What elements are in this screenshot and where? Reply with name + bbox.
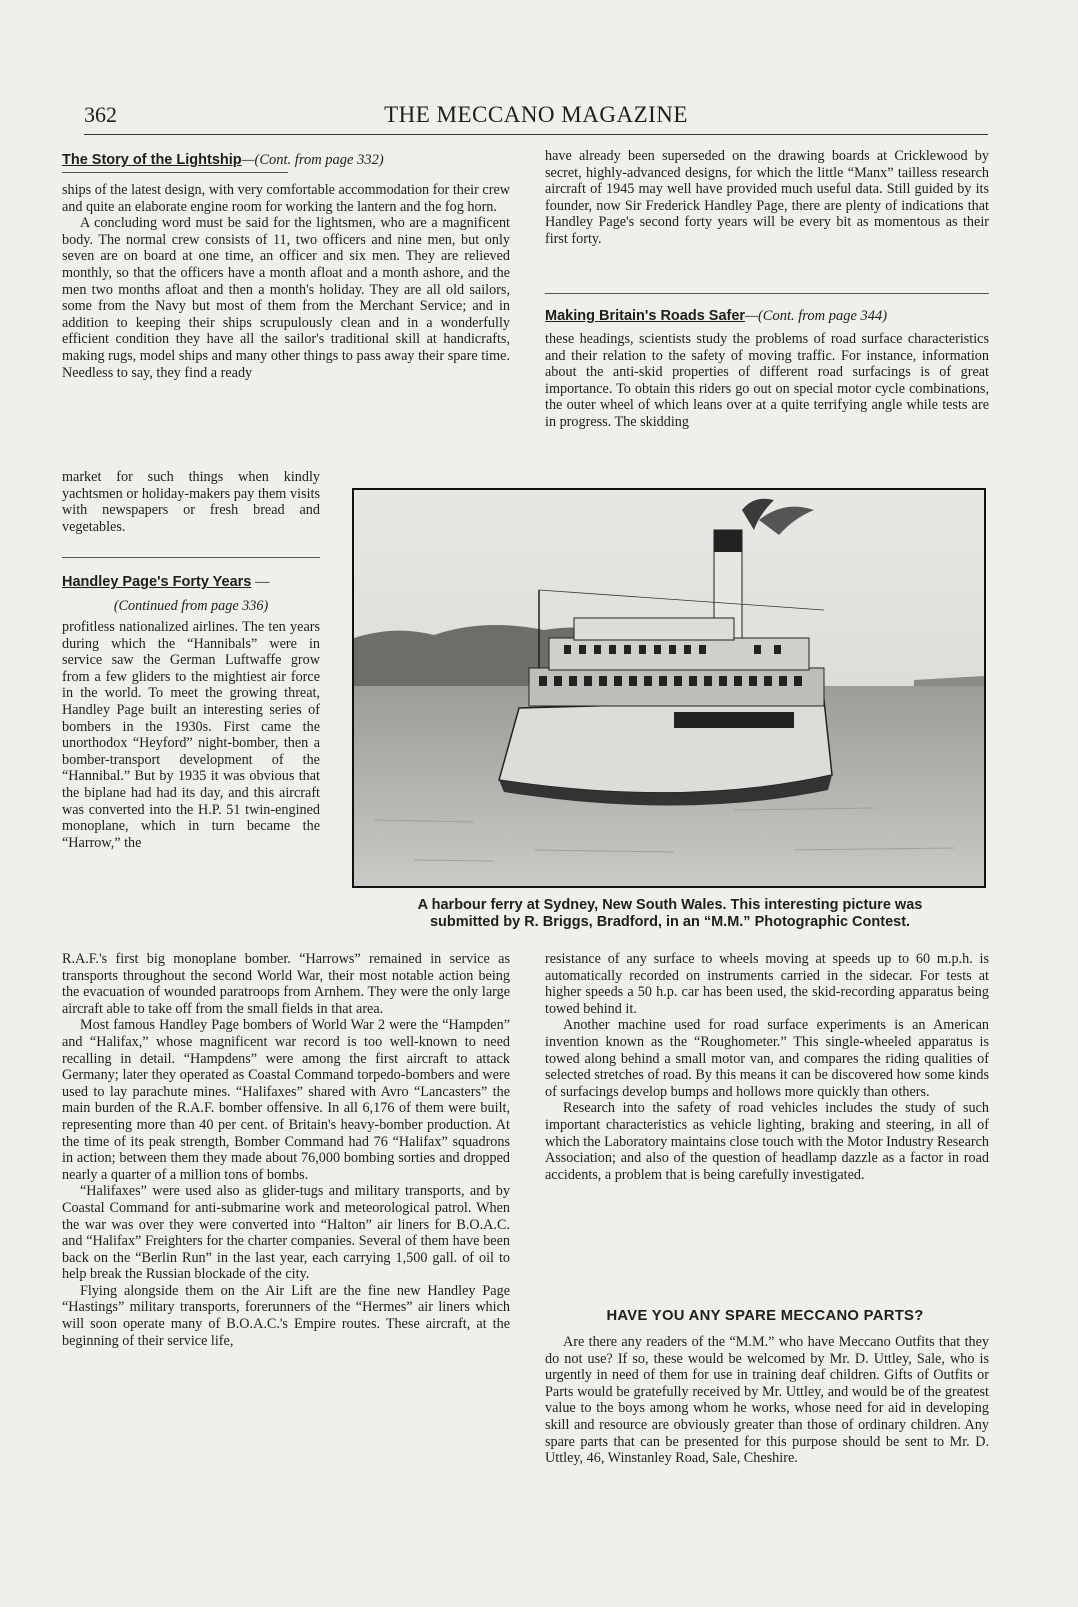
lightship-title: The Story of the Lightship	[62, 152, 242, 168]
photo-caption	[352, 897, 988, 931]
handley-continued	[545, 148, 989, 248]
page-number: 362	[84, 102, 117, 127]
roads-title: Making Britain's Roads Safer	[545, 308, 746, 324]
caption-line: A harbour ferry at Sydney, New South Wales. This interesting picture was	[417, 897, 923, 913]
roads-heading: Making Britain's Roads Safer—(Cont. from page 344)	[545, 308, 888, 324]
handley-paragraph: “Halifaxes” were used also as glider-tugs and military transports, and by Coastal Command for anti-submarine work and meteorological patrol. When the war was over they were converted into “Halton” air liners for B.O.A.C. and “Halifax” Freighters for the charter companies. Several of them have been back on the “Berlin Run” in the last year, each carrying 1,500 gall. of oil to help break the Russian blockade of the city.	[62, 1183, 510, 1283]
roads-body	[545, 951, 989, 1183]
spare-parts-paragraph: Are there any readers of the “M.M.” who have Meccano Outfits that they do not use? If so, these would be welcomed by Mr. D. Uttley, Sale, who is urgently in need of them for use in training deaf children. Gifts of Outfits or Parts would be gratefully received by Mr. Uttley, and would be of the greatest value to the boys among whom he works, whose need for aid in developing skill and resource are obviously greater than those of ordinary children. Any spare parts that can be presented for this purpose should be sent to Mr. D. Uttley, 46, Winstanley Road, Sale, Cheshire.	[545, 1334, 989, 1467]
roads-paragraph: Research into the safety of road vehicles includes the study of such important characteristics as vehicle lighting, braking and steering, in all of which the Laboratory maintains close touch with the Motor Industry Research Association; and also of the question of headlamp dazzle as a factor in road accidents, a problem that is being carefully investigated.	[545, 1100, 989, 1183]
lightship-title-rule	[62, 172, 288, 173]
roads-paragraph: resistance of any surface to wheels moving at speeds up to 60 m.p.h. is automatically recorded on instruments carried in the sidecar. For tests at higher speeds a 50 h.p. car has been used, the skid-recording apparatus being towed behind it.	[545, 951, 989, 1017]
roads-paragraph: these headings, scientists study the problems of road surface characteristics and their relation to the safety of moving traffic. For instance, information about the anti-skid properties of different road surfacings is of great importance. To obtain this riders go out on special motor cycle combinations, the outer wheel of which leans over at a quite terrifying angle while tests are in progress. The skidding	[545, 331, 989, 430]
handley-paragraph: Most famous Handley Page bombers of World War 2 were the “Hampden” and “Halifax,” whose magnificent war record is too well-known to need recalling in detail. “Hampdens” were among the first aircraft to attack Germany; later they operated as Coastal Command torpedo-bombers and were used to lay parachute mines. “Halifaxes” shared with Avro “Lancasters” the main burden of the R.A.F. bomber offensive. In all 6,176 of them were built, representing more than 40 per cent. of Britain's heavy-bomber production. At the time of its peak strength, Bomber Command had 76 “Halifax” squadrons in action; between them they made about 76,000 bombing sorties and dropped nearly a quarter of a million tons of bombs.	[62, 1017, 510, 1183]
handley-cont: (Continued from page 336)	[113, 598, 269, 614]
handley-body-narrow	[62, 619, 320, 851]
lightship-paragraph: A concluding word must be said for the lightsmen, who are a magnificent body. The normal crew consists of 11, two officers and nine men, but only seven are on board at one time, an officer and six men. They are relieved monthly, so that the officers have a month afloat and a month ashore, and the men two months afloat and then a month's holiday. They are all old sailors, some from the Navy but most of them from the Merchant Service; and in addition to keeping their ships scrupulously clean and in a wonderfully efficient condition they have all the sailor's traditional skill at handicrafts, making rugs, model ships and many other things to pass away their spare time. Needless to say, they find a ready	[62, 215, 510, 381]
handley-paragraph: Flying alongside them on the Air Lift are the fine new Handley Page “Hastings” military transports, forerunners of the “Hermes” air liners which will soon operate many of B.O.A.C.'s Empire routes. These aircraft, at the beginning of their service life,	[62, 1282, 510, 1349]
magazine-title: THE MECCANO MAGAZINE	[384, 102, 688, 127]
section-divider	[545, 293, 989, 294]
handley-body	[62, 951, 510, 1349]
section-divider	[62, 557, 320, 558]
handley-continued-text: have already been superseded on the drawing boards at Cricklewood by secret, highly-advanced designs, for which the little “Manx” tailless research aircraft of 1945 may well have provided much useful data. Still guided by its founder, now Sir Frederick Handley Page, there are plenty of indications that Handley Page's second forty years will be every bit as momentous as their first forty.	[545, 148, 989, 247]
lightship-body-narrow	[62, 469, 320, 535]
lightship-cont: —(Cont. from page 332)	[241, 152, 384, 168]
handley-title: Handley Page's Forty Years	[62, 574, 252, 590]
ferry-illustration	[354, 490, 984, 886]
handley-narrow-text: profitless nationalized airlines. The ten years during which the “Hannibals” were in service saw the German Luftwaffe grow from a few gliders to the mightiest air force in the world. To meet the growing threat, Handley Page built an interesting series of bombers in the 1930s. First came the unorthodox “Heyford” night-bomber, then a bomber-transport development of the “Hannibal.” But by 1935 it was obvious that the biplane had had its day, and this aircraft was converted into the H.P. 51 twin-engined monoplane, which in turn became the “Harrow,” the	[62, 619, 320, 851]
lightship-body	[62, 182, 510, 381]
spare-parts-heading: HAVE YOU ANY SPARE MECCANO PARTS?	[606, 1308, 924, 1324]
lightship-paragraph: ships of the latest design, with very comfortable accommodation for their crew and quite an elaborate engine room for working the lantern and the fog horn.	[62, 182, 510, 215]
lightship-paragraph: market for such things when kindly yachtsmen or holiday-makers pay them visits with newspapers or fresh bread and vegetables.	[62, 469, 320, 535]
caption-line: submitted by R. Briggs, Bradford, in an “M.M.” Photographic Contest.	[429, 914, 911, 930]
ferry-photo	[352, 488, 986, 888]
roads-body-top	[545, 331, 989, 431]
page-header	[84, 100, 988, 135]
handley-paragraph: R.A.F.'s first big monoplane bomber. “Harrows” remained in service as transports throughout the second World War, their most notable action being the evacuation of wounded paratroops from Arnhem. They were the only large aircraft able to take off from the small fields in that area.	[62, 951, 510, 1017]
spare-parts-body	[545, 1334, 989, 1467]
lightship-heading	[62, 152, 512, 169]
roads-paragraph: Another machine used for road surface experiments is an American invention known as the “Roughometer.” This single-wheeled apparatus is towed along behind a small motor van, and compares the riding qualities of selected stretches of road. By this means it can be discovered how some kinds of surfacings develop bumps and hollows more quickly than others.	[545, 1017, 989, 1100]
handley-heading: Handley Page's Forty Years —	[62, 574, 270, 590]
